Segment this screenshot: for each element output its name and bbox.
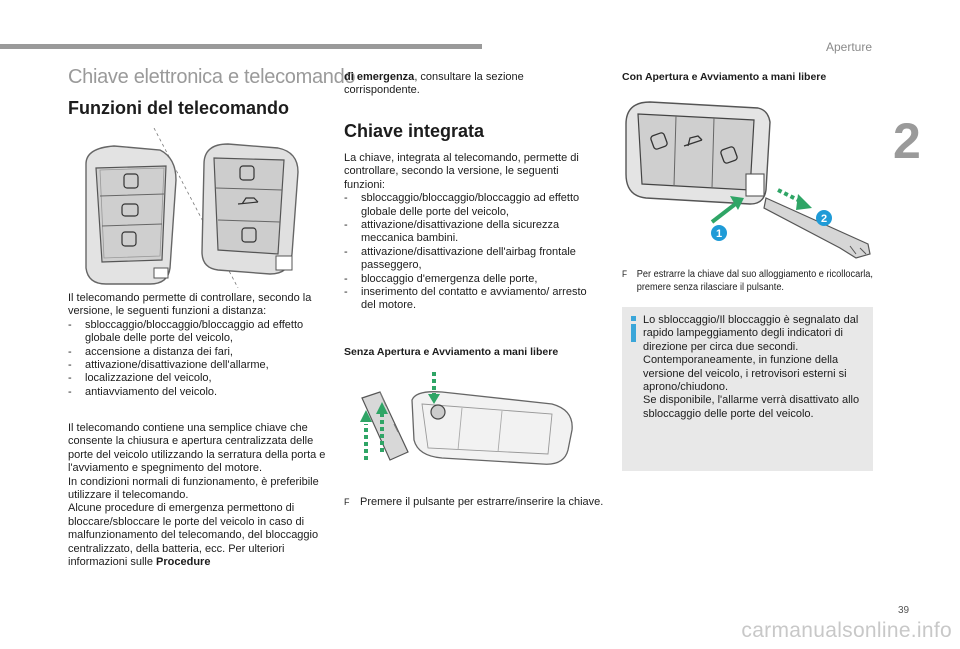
remote-title: Funzioni del telecomando	[68, 98, 290, 118]
note-line: Contemporaneamente, in funzione della versione del veicolo, i retrovisori esterni si aprono/chiudono.	[643, 354, 847, 394]
integrated-key-title: Chiave integrata	[344, 121, 485, 141]
remote-item: - localizzazione del veicolo,	[68, 372, 328, 385]
integrated-key-body	[344, 152, 596, 313]
integrated-item: - bloccaggio d'emergenza delle porte,	[344, 273, 596, 286]
handsfree-title: Con Apertura e Avviamento a mani libere	[622, 71, 827, 83]
key-blade-figure	[362, 392, 408, 460]
remote-para-line: Il telecomando contiene una semplice chiave che consente la chiusura e apertura centralizzata delle porte del veicolo utilizzando la serratura della porta e l'avviamento e spegnimento del motore.	[68, 422, 326, 475]
arrow-bullet-icon: F	[622, 269, 628, 279]
without-instruction	[344, 496, 610, 509]
remote-body-figure	[412, 392, 572, 465]
key-extraction-illustration	[352, 370, 592, 470]
folded-remote-figure	[86, 146, 176, 284]
integrated-item: - attivazione/disattivazione dell'airbag frontale passeggero,	[344, 246, 596, 273]
handsfree-instruction	[622, 268, 887, 294]
integrated-item: - sbloccaggio/bloccaggio/bloccaggio ad effetto globale delle porte del veicolo,	[344, 192, 596, 219]
remote-item: - attivazione/disattivazione dell'allarme,	[68, 359, 328, 372]
remote-front-figure	[202, 144, 298, 274]
note-text	[643, 314, 869, 421]
integrated-item: - inserimento del contatto e avviamento/ arresto del motore.	[344, 286, 596, 313]
note-line: Lo sbloccaggio/Il bloccaggio è segnalato dal rapido lampeggiamento degli indicatori di direzione per circa due secondi.	[643, 314, 859, 353]
key-blade-figure	[764, 198, 870, 258]
continued-rest: , consultare la sezione corrispondente.	[344, 71, 524, 97]
integrated-intro: La chiave, integrata al telecomando, permette di controllare, secondo la versione, le seguenti funzioni:	[344, 152, 579, 191]
chapter-label: Aperture	[825, 40, 872, 54]
remote-para-line-text: Alcune procedure di emergenza permettono di bloccare/sbloccare le porte del veicolo in caso di malfunzionamento del telecomando, del bloccaggio centralizzato, della batteria, ecc. Per ulteriori informazioni sulle	[68, 502, 319, 569]
arrow-bullet-icon: F	[344, 497, 350, 507]
chapter-number: 2	[893, 113, 921, 169]
remote-item: - sbloccaggio/bloccaggio/bloccaggio ad effetto globale delle porte del veicolo,	[68, 319, 328, 346]
info-icon	[631, 316, 636, 342]
remote-intro: Il telecomando permette di controllare, secondo la versione, le seguenti funzioni a distanza:	[68, 292, 312, 318]
continued-line	[344, 71, 594, 98]
remote-para-line	[68, 502, 328, 569]
callout-2: 2	[820, 213, 828, 225]
smart-key-figure	[626, 102, 770, 204]
handsfree-instruction-text: Per estrarre la chiave dal suo alloggiamento e ricollocarla, premere senza rilasciare il pulsante.	[636, 269, 873, 293]
remote-body	[68, 292, 328, 399]
watermark: carmanualsonline.info	[741, 619, 952, 642]
remote-item: - accensione a distanza dei fari,	[68, 346, 328, 359]
callout-1: 1	[715, 228, 723, 240]
section-title: Chiave elettronica e telecomando	[68, 66, 356, 88]
remote-illustration	[78, 128, 328, 288]
header-rule	[0, 44, 482, 49]
note-line: Se disponibile, l'allarme verrà disattivato allo sbloccaggio delle porte del veicolo.	[643, 394, 860, 420]
procedure-bold: Procedure	[156, 556, 211, 569]
handsfree-key-illustration	[618, 94, 876, 262]
remote-para-line: In condizioni normali di funzionamento, è preferibile utilizzare il telecomando.	[68, 475, 319, 502]
without-handsfree-title: Senza Apertura e Avviamento a mani libere	[344, 346, 559, 358]
continued-text	[344, 71, 594, 98]
arrow-head	[796, 194, 812, 210]
integrated-item: - attivazione/disattivazione della sicurezza meccanica bambini.	[344, 219, 596, 246]
emergency-bold: di emergenza	[344, 71, 415, 83]
without-instruction-text: Premere il pulsante per estrarre/inserire la chiave.	[360, 496, 604, 508]
remote-item: - antiavviamento del veicolo.	[68, 386, 328, 399]
page-number: 39	[898, 605, 910, 616]
green-arrows	[712, 202, 738, 222]
remote-paragraph-2	[68, 422, 328, 569]
